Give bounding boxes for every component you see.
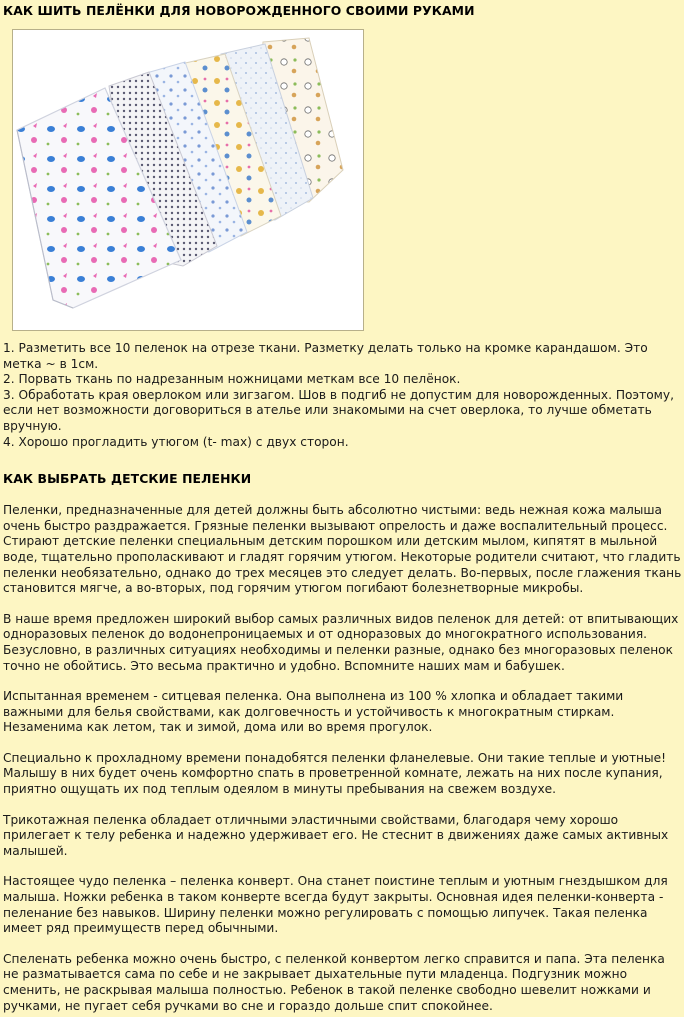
paragraph: Настоящее чудо пеленка – пеленка конверт. Она станет поистине теплым и уютным гнездышком для малыша. Ножки ребенка в таком конверте всегда будут закрыты. Основная идея пеленки-конверта - пеленание без навыков. Ширину пеленки можно регулировать с помощью липучек. Такая пеленка имеет ряд преимуществ перед обычными. bbox=[3, 874, 668, 936]
paragraph: Специально к прохладному времени понадобятся пеленки фланелевые. Они такие теплые и уютные! Малышу в них будет очень комфортно спать в проветренной комнате, лежать на них после купания, приятно ощущать их под теплым одеялом в минуты пребывания на свежем воздухе. bbox=[3, 750, 667, 797]
step-item: 1. Разметить все 10 пеленок на отрезе ткани. Разметку делать только на кромке карандашом. Это метка ~ в 1см. bbox=[3, 341, 648, 371]
paragraph: Испытанная временем - ситцевая пеленка. Она выполнена из 100 % хлопка и обладает такими важными для белья свойствами, как долговечность и устойчивость к многократным стиркам. Незаменима как летом, так и зимой, дома или во время прогулок. bbox=[3, 689, 624, 735]
article-title: КАК ШИТЬ ПЕЛЁНКИ ДЛЯ НОВОРОЖДЕННОГО СВОИМИ РУКАМИ bbox=[3, 3, 475, 18]
sewing-steps bbox=[3, 341, 683, 450]
step-item: 2. Порвать ткань по надрезанным ножницами меткам все 10 пелёнок. bbox=[3, 372, 461, 387]
diapers-photo bbox=[12, 29, 364, 331]
step-item: 3. Обработать края оверлоком или зигзагом. Шов в подгиб не допустим для новорожденных. Поэтому, если нет возможности договориться в ателье или знакомыми на счет оверлока, то лучше обметать вручную. bbox=[3, 387, 674, 433]
section-title: КАК ВЫБРАТЬ ДЕТСКИЕ ПЕЛЕНКИ bbox=[3, 471, 252, 487]
step-item: 4. Хорошо прогладить утюгом (t- max) с двух сторон. bbox=[3, 434, 349, 449]
paragraph: Пеленки, предназначенные для детей должны быть абсолютно чистыми: ведь нежная кожа малыша очень быстро раздражается. Грязные пеленки вызывают опрелость и даже воспалительный процесс. Стирают детские пеленки специальным детским порошком или детским мылом, кипятят в мыльной воде, тщательно прополаскивают и гладят горячим утюгом. Некоторые родители считают, что гладить пеленки необязательно, однако до трех месяцев это следует делать. Во-первых, после глажения ткань становится мягче, а во-вторых, под горячим утюгом погибают болезнетворные микробы. bbox=[3, 503, 682, 596]
paragraph: В наше время предложен широкий выбор самых различных видов пеленок для детей: от впитывающих одноразовых пеленок до водонепроницаемых и от одноразовых до многократного использования. Безусловно, в различных ситуациях необходимы и пеленки разные, однако без многоразовых пеленок точно не обойтись. Это весьма практично и удобно. Вспомните наших мам и бабушек. bbox=[3, 611, 679, 673]
stack-of-baby-diapers-image bbox=[13, 30, 363, 330]
paragraph: Трикотажная пеленка обладает отличными эластичными свойствами, благодаря чему хорошо прилегает к телу ребенка и надежно удерживает его. Не стеснит в движениях даже самых активных малышей. bbox=[3, 812, 669, 858]
paragraph: Спеленать ребенка можно очень быстро, с пеленкой конвертом легко справится и папа. Эта пеленка не разматывается сама по себе и не закрывает дыхательные пути младенца. Подгузник можно сменить, не раскрывая малыша полностью. Ребенок в такой пеленке свободно шевелит ножками и ручками, не пугает себя ручками во сне и гораздо дольше спит спокойнее. bbox=[3, 951, 665, 1013]
